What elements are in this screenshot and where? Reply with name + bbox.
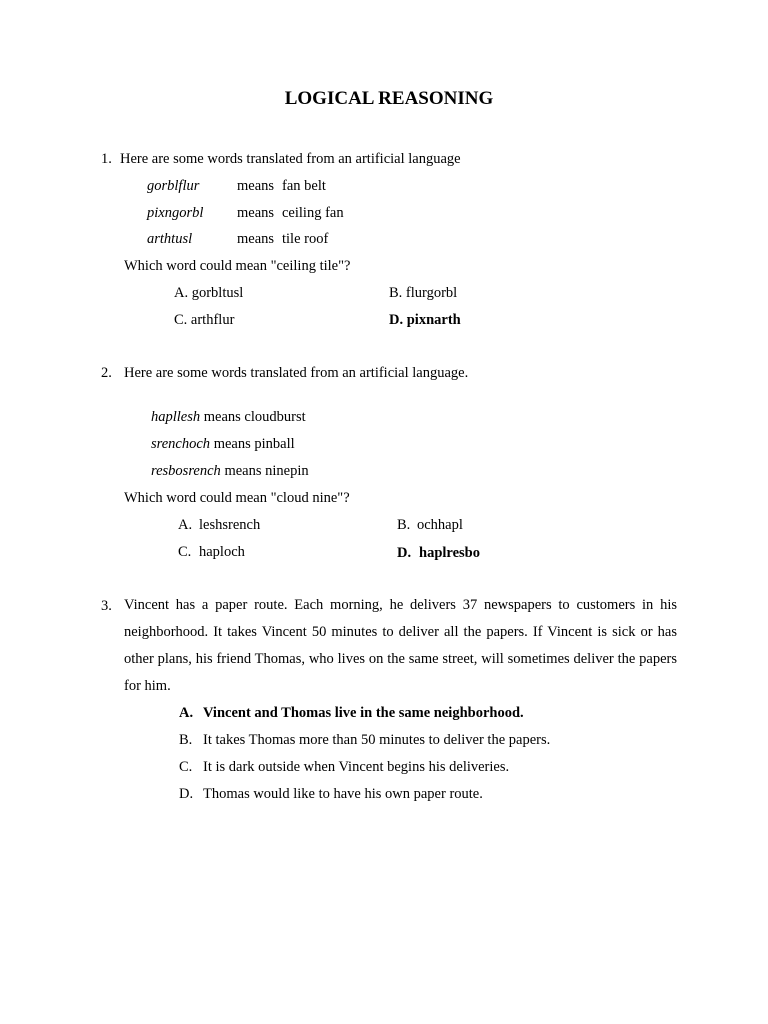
question-prompt: Here are some words translated from an artificial language. bbox=[124, 365, 469, 381]
option-a-letter: A. bbox=[179, 705, 194, 721]
term-word: arthtusl bbox=[147, 231, 193, 247]
option-c-letter: C. bbox=[178, 544, 192, 560]
question-number: 3. bbox=[101, 598, 112, 614]
option-b-letter: B. bbox=[179, 732, 193, 748]
term-means: means bbox=[237, 231, 275, 247]
option-a-letter: A. bbox=[178, 517, 193, 533]
option-c-text: It is dark outside when Vincent begins his deliveries. bbox=[203, 759, 510, 775]
option-d-answer: haplresbo bbox=[419, 545, 480, 561]
term-line bbox=[151, 435, 295, 453]
option-c: C. arthflur bbox=[174, 312, 235, 328]
question-text: Which word could mean "ceiling tile"? bbox=[124, 258, 351, 274]
term-word: hapllesh bbox=[151, 409, 201, 425]
option-b-text: ochhapl bbox=[417, 517, 463, 533]
option-b: B. flurgorbl bbox=[389, 285, 458, 301]
question-number: 2. bbox=[101, 365, 112, 381]
term-meaning: means ninepin bbox=[224, 463, 309, 479]
page-title: LOGICAL REASONING bbox=[284, 88, 494, 109]
term-word: pixngorbl bbox=[147, 205, 204, 221]
question-prompt: Here are some words translated from an artificial language bbox=[120, 151, 461, 167]
option-d-text: Thomas would like to have his own paper route. bbox=[203, 786, 483, 802]
term-meaning: tile roof bbox=[282, 231, 329, 247]
option-c-text: haploch bbox=[199, 544, 245, 560]
term-meaning: ceiling fan bbox=[282, 205, 344, 221]
term-means: means bbox=[237, 178, 275, 194]
term-word: resbosrench bbox=[151, 463, 221, 479]
question-text: Which word could mean "cloud nine"? bbox=[124, 490, 350, 506]
option-d-answer: D. pixnarth bbox=[389, 312, 461, 328]
question-number: 1. bbox=[101, 151, 112, 167]
term-word: gorblflur bbox=[147, 178, 200, 194]
question-paragraph: Vincent has a paper route. Each morning, he delivers 37 newspapers to customers in his neighborhood. It takes Vincent 50 minutes to deliver all the papers. If Vincent is sick or has other plans, his friend Thomas, who lives on the same street, will sometimes deliver the papers for him. bbox=[124, 597, 677, 694]
term-line bbox=[151, 462, 309, 480]
option-b-letter: B. bbox=[397, 517, 411, 533]
term-meaning: means pinball bbox=[213, 436, 295, 452]
term-line bbox=[151, 408, 306, 426]
option-b-text: It takes Thomas more than 50 minutes to deliver the papers. bbox=[203, 732, 551, 748]
option-a: A. gorbltusl bbox=[174, 285, 244, 301]
option-a-text: leshsrench bbox=[199, 517, 261, 533]
term-means: means bbox=[237, 205, 275, 221]
option-d-letter: D. bbox=[179, 786, 194, 802]
term-meaning: means cloudburst bbox=[203, 409, 306, 425]
term-word: srenchoch bbox=[151, 436, 211, 452]
option-d-letter: D. bbox=[397, 545, 412, 561]
term-meaning: fan belt bbox=[282, 178, 326, 194]
option-c-letter: C. bbox=[179, 759, 193, 775]
option-a-answer: Vincent and Thomas live in the same neighborhood. bbox=[203, 705, 524, 721]
